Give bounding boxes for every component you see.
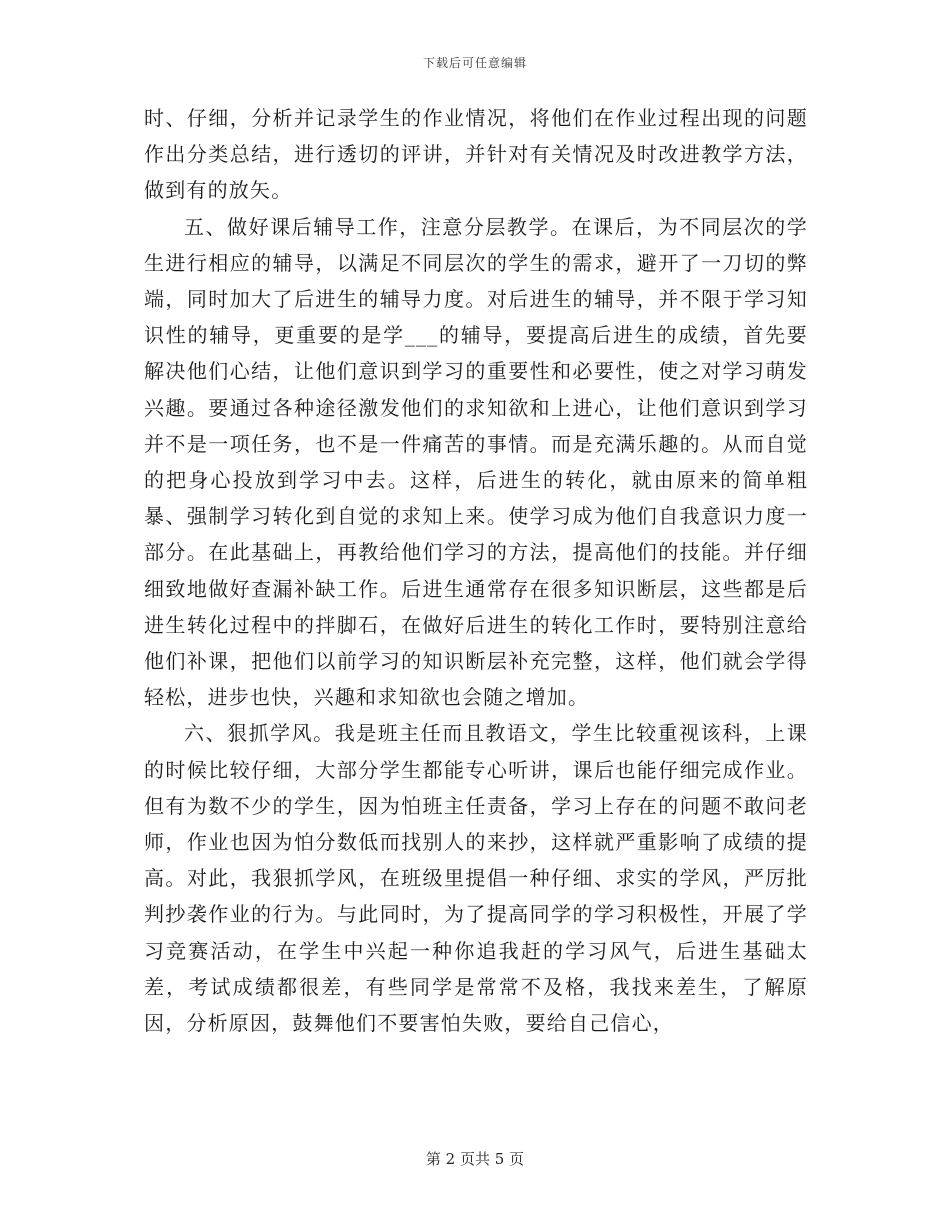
paragraph-section-five: 五、做好课后辅导工作，注意分层教学。在课后，为不同层次的学生进行相应的辅导，以满足不同层次的学生的需求，避开了一刀切的弊端，同时加大了后进生的辅导力度。对后进生的辅导，并不限于学习知识性的辅导，更重要的是学___的辅导，要提高后进生的成绩，首先要解决他们心结，让他们意识到学习的重要性和必要性，使之对学习萌发兴趣。要通过各种途径激发他们的求知欲和上进心，让他们意识到学习并不是一项任务，也不是一件痛苦的事情。而是充满乐趣的。从而自觉的把身心投放到学习中去。这样，后进生的转化，就由原来的简单粗暴、强制学习转化到自觉的求知上来。使学习成为他们自我意识力度一部分。在此基础上，再教给他们学习的方法，提高他们的技能。并仔细细致地做好查漏补缺工作。后进生通常存在很多知识断层，这些都是后进生转化过程中的拌脚石，在做好后进生的转化工作时，要特别注意给他们补课，把他们以前学习的知识断层补充完整，这样，他们就会学得轻松，进步也快，兴趣和求知欲也会随之增加。 <box>144 214 808 710</box>
paragraph-continuation: 时、仔细，分析并记录学生的作业情况，将他们在作业过程出现的问题作出分类总结，进行透切的评讲，并针对有关情况及时改进教学方法，做到有的放矢。 <box>144 106 808 203</box>
paragraph-section-six: 六、狠抓学风。我是班主任而且教语文，学生比较重视该科，上课的时候比较仔细，大部分学生都能专心听讲，课后也能仔细完成作业。但有为数不少的学生，因为怕班主任责备，学习上存在的问题不敢问老师，作业也因为怕分数低而找别人的来抄，这样就严重影响了成绩的提高。对此，我狠抓学风，在班级里提倡一种仔细、求实的学风，严厉批判抄袭作业的行为。与此同时，为了提高同学的学习积极性，开展了学习竞赛活动，在学生中兴起一种你追我赶的学习风气，后进生基础太差，考试成绩都很差，有些同学是常常不及格，我找来差生，了解原因，分析原因，鼓舞他们不要害怕失败，要给自己信心， <box>144 721 808 1036</box>
document-body <box>144 100 808 1041</box>
page-footer: 第 2 页共 5 页 <box>425 1150 525 1168</box>
page-header: 下载后可任意编辑 <box>422 56 527 70</box>
